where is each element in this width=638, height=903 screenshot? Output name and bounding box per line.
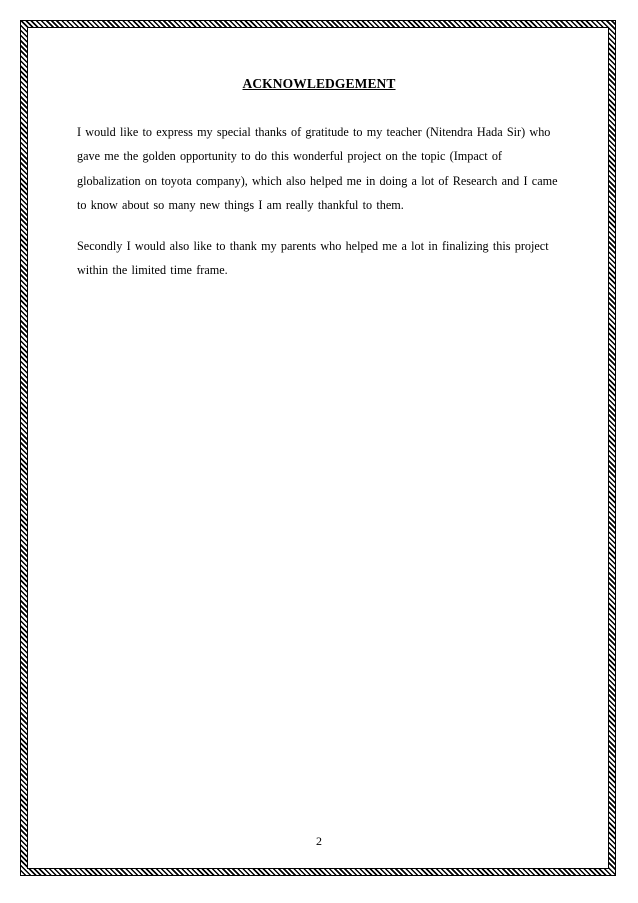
page-number: 2 [316, 834, 322, 848]
page-title: ACKNOWLEDGEMENT [242, 76, 396, 91]
acknowledgement-paragraph-1: I would like to express my special thanks of gratitude to my teacher (Nitendra Hada Sir) who gave me the golden opportunity to do this wonderful project on the topic (Impact of globalization on toyota company), which also helped me in doing a lot of Research and I came to know about so many new things I am really thankful to them. [77, 125, 558, 213]
acknowledgement-paragraph-2: Secondly I would also like to thank my parents who helped me a lot in finalizing this project within the limited time frame. [77, 239, 549, 278]
